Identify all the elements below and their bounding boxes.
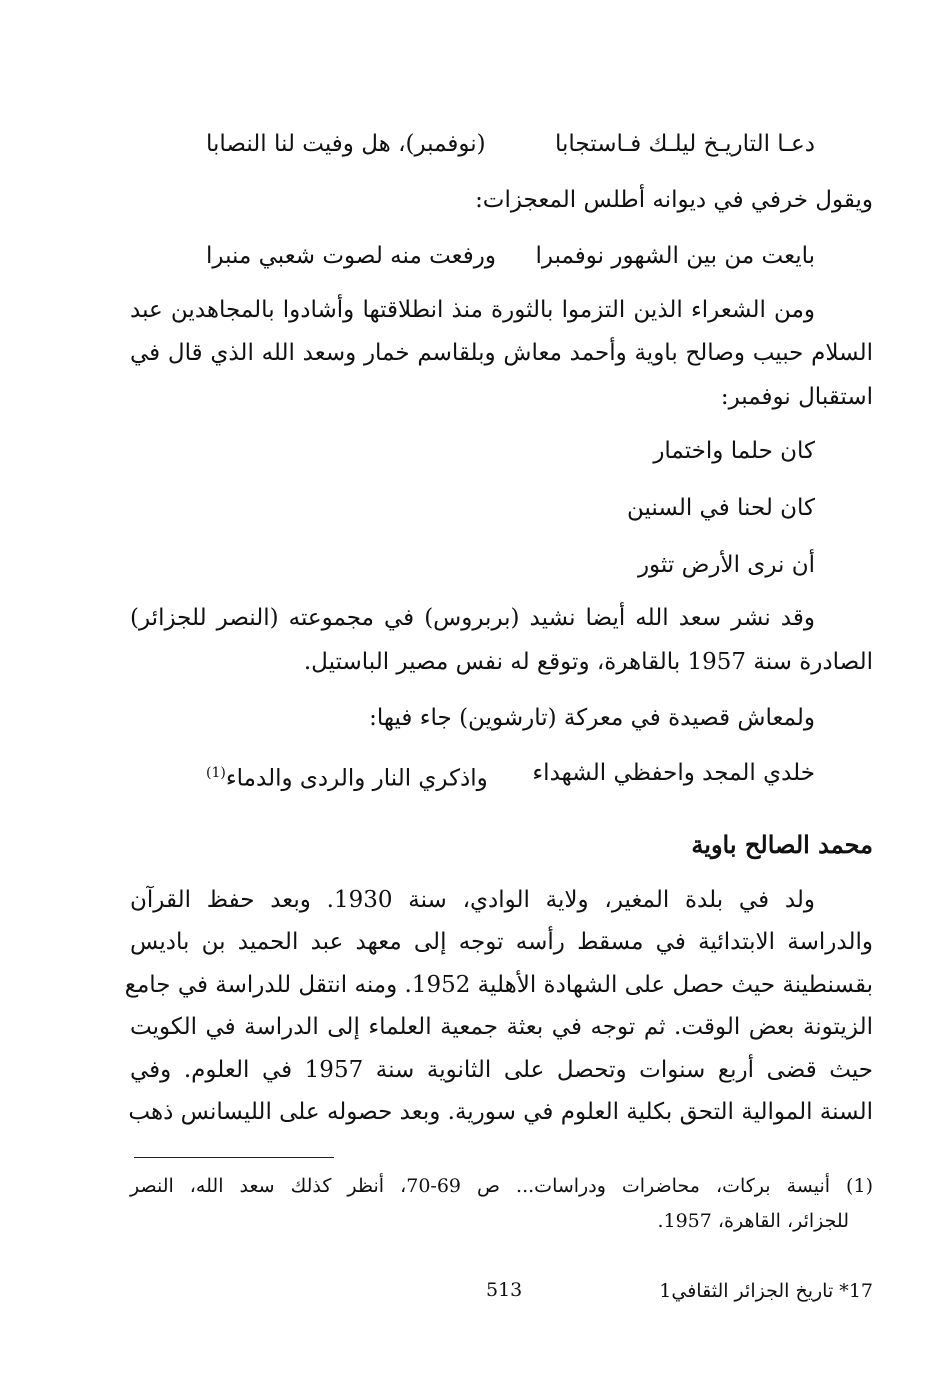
verse-1-first-hemistich: دعـا التاريـخ ليلـك فـاستجابا [555, 131, 815, 157]
poem-line-3: أن نرى الأرض تثور [637, 552, 815, 578]
paragraph-1-line-2: السلام حبيب وصالح باوية وأحمد معاش وبلقاسم خمار وسعد الله الذي قال في [130, 340, 873, 366]
paragraph-3-line-6: السنة الموالية التحق بكلية العلوم في سورية. وبعد حصوله على الليسانس ذهب [128, 1099, 873, 1125]
footnote-line-2: للجزائر، القاهرة، 1957. [657, 1210, 849, 1232]
intro-line-1: ويقول خرفي في ديوانه أطلس المعجزات: [475, 187, 873, 213]
paragraph-3-line-1: ولد في بلدة المغير، ولاية الوادي، سنة 1930. وبعد حفظ القرآن [130, 887, 816, 913]
footnote-separator [134, 1157, 334, 1158]
paragraph-2-line-2: الصادرة سنة 1957 بالقاهرة، وتوقع له نفس مصير الباستيل. [303, 649, 873, 675]
verse-3-second-hemistich-text: واذكري النار والردى والدماء [225, 765, 488, 792]
verse-3-second-hemistich [206, 753, 488, 793]
intro-line-2: ولمعاش قصيدة في معركة (تارشوين) جاء فيها: [369, 705, 815, 731]
page-number: 513 [486, 1279, 523, 1301]
paragraph-2-line-1: وقد نشر سعد الله أيضا نشيد (بربروس) في مجموعته (النصر للجزائر) [130, 605, 815, 631]
paragraph-3-line-3: بقسنطينة حيث حصل على الشهادة الأهلية 1952. ومنه انتقل للدراسة في جامع [124, 972, 873, 998]
verse-1-second-hemistich: (نوفمبر)، هل وفيت لنا النصابا [206, 131, 486, 157]
footnote-line-1: (1) أنيسة بركات، محاضرات ودراسات... ص 69-70، أنظر كذلك سعد الله، النصر [130, 1175, 873, 1197]
running-title: 17* تاريخ الجزائر الثقافي1 [659, 1280, 873, 1302]
paragraph-3-line-5: حيث قضى أربع سنوات وتحصل على الثانوية سنة 1957 في العلوم. وفي [130, 1057, 873, 1083]
paragraph-1-line-3: استقبال نوفمبر: [720, 384, 873, 410]
paragraph-1-line-1: ومن الشعراء الذين التزموا بالثورة منذ انطلاقتها وأشادوا بالمجاهدين عبد [130, 297, 815, 323]
paragraph-3-line-4: الزيتونة بعض الوقت. ثم توجه في بعثة جمعية العلماء إلى الدراسة في الكويت [130, 1014, 873, 1040]
verse-2-first-hemistich: بايعت من بين الشهور نوفمبرا [535, 243, 815, 269]
verse-3-first-hemistich: خلدي المجد واحفظي الشهداء [532, 760, 815, 786]
section-heading: محمد الصالح باوية [691, 830, 873, 859]
paragraph-3-line-2: والدراسة الابتدائية في مسقط رأسه توجه إلى معهد عبد الحميد بن باديس [130, 929, 873, 955]
poem-line-2: كان لحنا في السنين [626, 495, 815, 521]
verse-2-second-hemistich: ورفعت منه لصوت شعبي منبرا [206, 243, 496, 269]
poem-line-1: كان حلما واختمار [653, 438, 815, 464]
footnote-reference: (1) [206, 765, 226, 781]
